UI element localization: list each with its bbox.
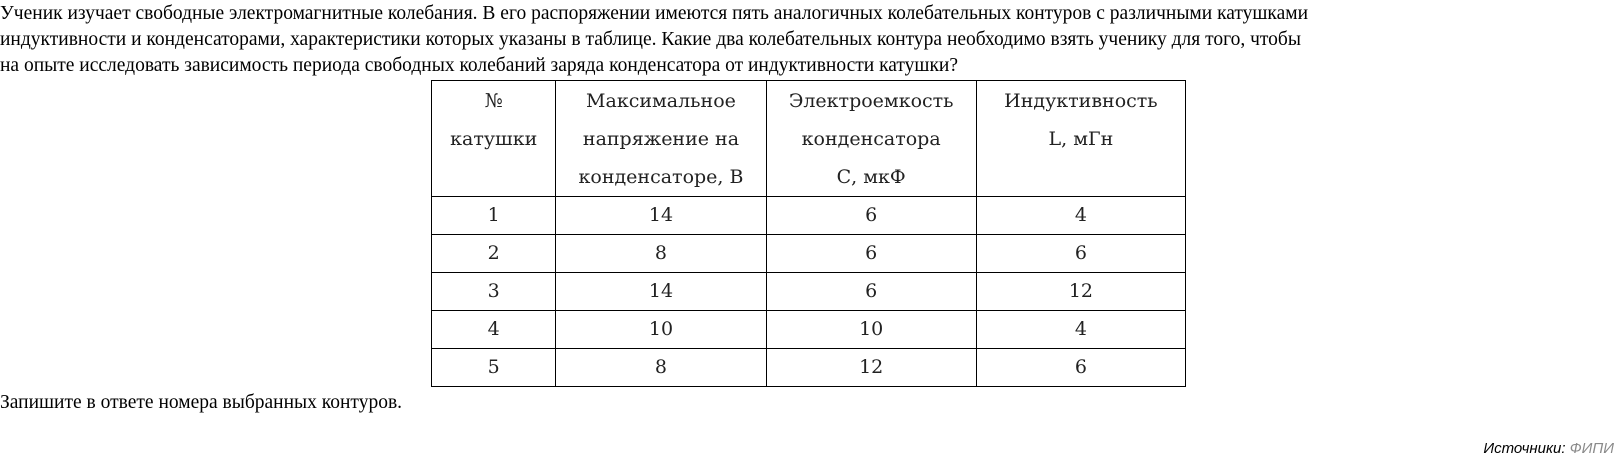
problem-statement <box>0 0 1616 79</box>
cell-max-voltage: 14 <box>556 273 766 311</box>
source-label: Источники: <box>1483 440 1570 457</box>
table-header-row <box>432 81 1186 197</box>
header-text-line: Электроемкость <box>788 90 954 112</box>
cell-inductance: 4 <box>976 197 1185 235</box>
header-text-line: № <box>484 90 503 112</box>
source-attribution <box>1483 440 1614 458</box>
problem-line-1: Ученик изучает свободные электромагнитные колебания. В его распоряжении имеются пять аналогичных колебательных контуров с различными катушками <box>0 3 1309 24</box>
header-max-voltage <box>556 81 766 197</box>
header-text-line: С, мкФ <box>836 166 906 188</box>
cell-coil-number: 4 <box>432 311 556 349</box>
cell-coil-number: 3 <box>432 273 556 311</box>
cell-inductance: 4 <box>976 311 1185 349</box>
header-text-line: Максимальное <box>586 90 736 112</box>
cell-max-voltage: 14 <box>556 197 766 235</box>
cell-capacitance: 12 <box>766 349 976 387</box>
header-capacitance <box>766 81 976 197</box>
answer-instruction: Запишите в ответе номера выбранных контуров. <box>0 392 403 413</box>
table-row <box>432 349 1186 387</box>
table-row <box>432 311 1186 349</box>
cell-coil-number: 5 <box>432 349 556 387</box>
header-text-line: конденсаторе, В <box>578 166 744 188</box>
header-text-line: напряжение на <box>582 128 740 150</box>
circuits-table <box>431 80 1186 387</box>
cell-inductance: 12 <box>976 273 1185 311</box>
problem-line-3: на опыте исследовать зависимость периода свободных колебаний заряда конденсатора от индуктивности катушки? <box>0 55 959 76</box>
header-coil-number <box>432 81 556 197</box>
cell-max-voltage: 8 <box>556 349 766 387</box>
cell-max-voltage: 10 <box>556 311 766 349</box>
cell-max-voltage: 8 <box>556 235 766 273</box>
cell-capacitance: 6 <box>766 197 976 235</box>
source-link[interactable]: ФИПИ <box>1569 440 1614 457</box>
header-text-line: Индуктивность <box>1004 90 1158 112</box>
table-row <box>432 235 1186 273</box>
cell-inductance: 6 <box>976 349 1185 387</box>
cell-capacitance: 10 <box>766 311 976 349</box>
cell-coil-number: 2 <box>432 235 556 273</box>
cell-capacitance: 6 <box>766 273 976 311</box>
table-row <box>432 197 1186 235</box>
header-text-line: L, мГн <box>1048 128 1114 150</box>
problem-line-2: индуктивности и конденсаторами, характеристики которых указаны в таблице. Какие два колебательных контура необходимо взять ученику для того, чтобы <box>0 29 1301 50</box>
header-text-line: катушки <box>450 128 538 150</box>
header-text-line: конденсатора <box>801 128 941 150</box>
header-inductance <box>976 81 1185 197</box>
table-row <box>432 273 1186 311</box>
cell-inductance: 6 <box>976 235 1185 273</box>
cell-capacitance: 6 <box>766 235 976 273</box>
cell-coil-number: 1 <box>432 197 556 235</box>
